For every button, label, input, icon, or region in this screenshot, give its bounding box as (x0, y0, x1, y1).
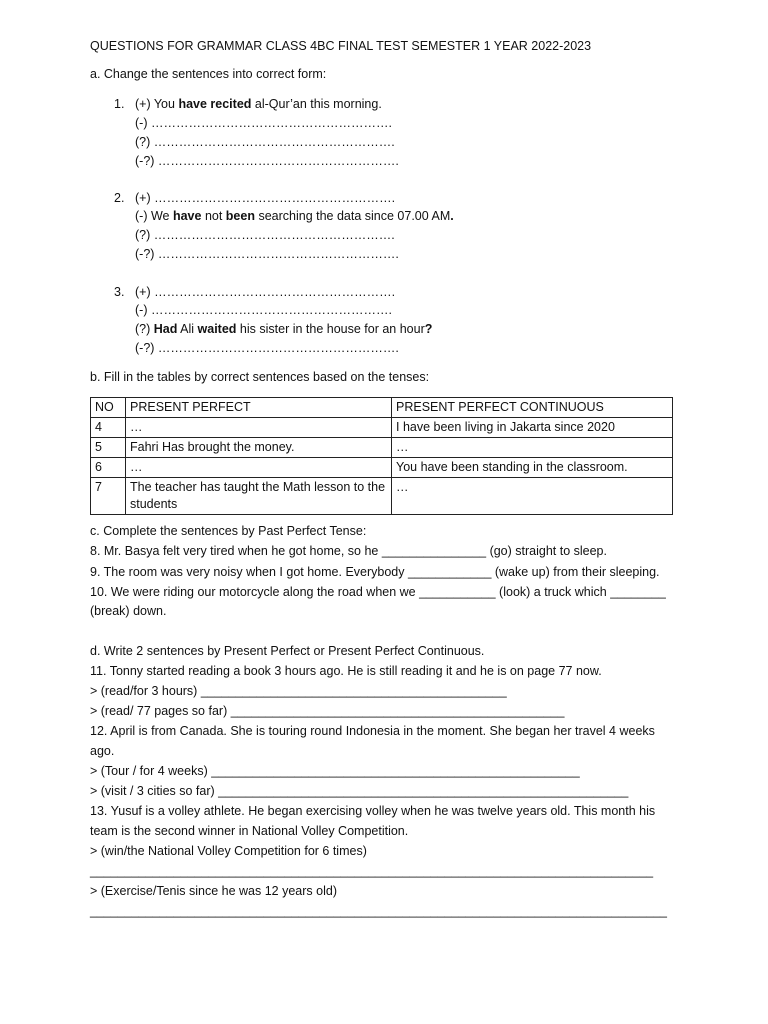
question-12-continued: ago. (90, 744, 115, 758)
question-8: 8. Mr. Basya felt very tired when he got home, so he _______________ (go) straight to sleep. (90, 544, 607, 558)
table-cell: You have been standing in the classroom. (392, 458, 673, 478)
table-row (91, 458, 673, 478)
item-1-positive: (+) You have recited al-Qur’an this morning. (135, 97, 382, 111)
item-3-negative-blank: (-) …………………………………………………. (135, 303, 392, 317)
table-cell: … (392, 478, 673, 515)
question-13-prompt-b: > (Exercise/Tenis since he was 12 years old) (90, 884, 337, 898)
item-2-number: 2. (114, 191, 125, 205)
item-1-number: 1. (114, 97, 125, 111)
question-12: 12. April is from Canada. She is touring round Indonesia in the moment. She began her travel 4 weeks (90, 724, 655, 738)
question-11-prompt-b: > (read/ 77 pages so far) ________________________________________________ (90, 704, 565, 718)
table-cell: 5 (91, 438, 126, 458)
table-header-cell: NO (91, 398, 126, 418)
question-12-prompt-a: > (Tour / for 4 weeks) _____________________________________________________ (90, 764, 580, 778)
question-12-prompt-b: > (visit / 3 cities so far) ___________________________________________________________ (90, 784, 629, 798)
table-row (91, 418, 673, 438)
item-1-negative-blank: (-) …………………………………………………. (135, 116, 392, 130)
answer-line-a: _________________________________________________________________________________ (90, 864, 654, 878)
table-cell: 6 (91, 458, 126, 478)
item-3-question: (?) Had Ali waited his sister in the house for an hour? (135, 322, 433, 336)
item-1-negative-question-blank: (-?) …………………………………………………. (135, 154, 399, 168)
item-2-negative-question-blank: (-?) …………………………………………………. (135, 247, 399, 261)
item-3-positive-blank: (+) …………………………………………………. (135, 285, 396, 299)
table-cell: … (126, 458, 392, 478)
tenses-table (90, 397, 673, 515)
table-cell: … (392, 438, 673, 458)
table-row (91, 438, 673, 458)
section-b-heading: b. Fill in the tables by correct sentences based on the tenses: (90, 370, 430, 384)
page-title: QUESTIONS FOR GRAMMAR CLASS 4BC FINAL TEST SEMESTER 1 YEAR 2022-2023 (90, 39, 592, 53)
table-cell: … (126, 418, 392, 438)
table-cell: The teacher has taught the Math lesson to the students (126, 478, 392, 515)
table-cell: 7 (91, 478, 126, 515)
table-row (91, 478, 673, 515)
item-3-number: 3. (114, 285, 125, 299)
question-11: 11. Tonny started reading a book 3 hours ago. He is still reading it and he is on page 77 now. (90, 664, 602, 678)
table-cell: Fahri Has brought the money. (126, 438, 392, 458)
question-11-prompt-a: > (read/for 3 hours) ____________________________________________ (90, 684, 507, 698)
item-3-negative-question-blank: (-?) …………………………………………………. (135, 341, 399, 355)
section-c-heading: c. Complete the sentences by Past Perfect Tense: (90, 524, 367, 538)
table-cell: 4 (91, 418, 126, 438)
item-1-question-blank: (?) …………………………………………………. (135, 135, 395, 149)
item-2-positive-blank: (+) …………………………………………………. (135, 191, 396, 205)
question-13-prompt-a: > (win/the National Volley Competition for 6 times) (90, 844, 367, 858)
table-header-cell: PRESENT PERFECT CONTINUOUS (392, 398, 673, 418)
question-9: 9. The room was very noisy when I got home. Everybody ____________ (wake up) from their sleeping. (90, 565, 660, 579)
question-10-continued: (break) down. (90, 604, 167, 618)
table-cell: I have been living in Jakarta since 2020 (392, 418, 673, 438)
answer-line-b: ___________________________________________________________________________________ (90, 904, 668, 918)
section-a-heading: a. Change the sentences into correct form: (90, 67, 327, 81)
question-13-continued: team is the second winner in National Volley Competition. (90, 824, 409, 838)
table-header-row (91, 398, 673, 418)
section-d-heading: d. Write 2 sentences by Present Perfect or Present Perfect Continuous. (90, 644, 485, 658)
table-header-cell: PRESENT PERFECT (126, 398, 392, 418)
item-2-question-blank: (?) …………………………………………………. (135, 228, 395, 242)
item-2-negative: (-) We have not been searching the data since 07.00 AM. (135, 209, 454, 223)
question-10: 10. We were riding our motorcycle along the road when we ___________ (look) a truck which ________ (90, 585, 666, 599)
question-13: 13. Yusuf is a volley athlete. He began exercising volley when he was twelve years old. This month his (90, 804, 656, 818)
